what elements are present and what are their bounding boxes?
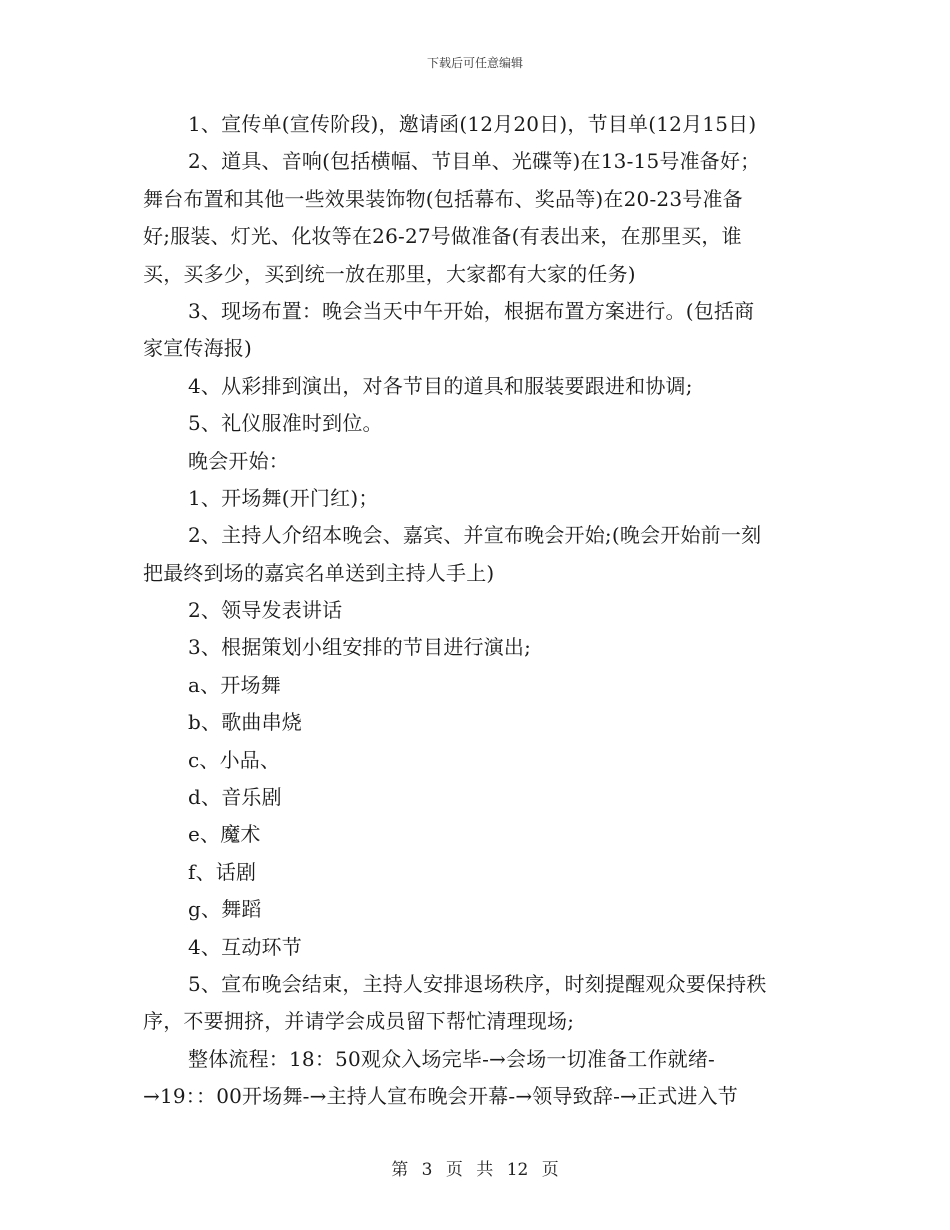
paragraph-line: e、魔术 [188, 822, 261, 847]
paragraph-line: a、开场舞 [188, 672, 281, 697]
paragraph-line: 2、道具、音响(包括横幅、节目单、光碟等)在13-15号准备好； [188, 149, 761, 174]
paragraph-line: c、小品、 [188, 747, 281, 772]
paragraph-line: 买，买多少，买到统一放在那里，大家都有大家的任务) [143, 261, 636, 286]
paragraph-line: 3、根据策划小组安排的节目进行演出; [188, 635, 532, 660]
paragraph-line: g、舞蹈 [188, 897, 262, 922]
paragraph-line: 序，不要拥挤，并请学会成员留下帮忙清理现场; [143, 1009, 575, 1034]
paragraph-line: 晚会开始： [188, 448, 289, 473]
paragraph-line: 把最终到场的嘉宾名单送到主持人手上) [143, 560, 495, 585]
paragraph-line: 好;服装、灯光、化妆等在26-27号做准备(有表出来，在那里买，谁 [143, 224, 742, 249]
page-header: 下载后可任意编辑 [426, 56, 523, 70]
paragraph-line: 4、从彩排到演出，对各节目的道具和服装要跟进和协调; [188, 373, 693, 398]
paragraph-line: 整体流程：18：50观众入场完毕-→会场一切准备工作就绪- [188, 1046, 715, 1071]
paragraph-line: b、歌曲串烧 [188, 710, 303, 735]
paragraph-line: 1、开场舞(开门红)； [188, 485, 379, 510]
paragraph-line: f、话剧 [188, 859, 257, 884]
paragraph-line: d、音乐剧 [188, 785, 282, 810]
paragraph-line: 4、互动环节 [188, 934, 302, 959]
page-footer: 第 3 页 共 12 页 [391, 1160, 559, 1180]
paragraph-line: 家宣传海报) [143, 336, 253, 361]
paragraph-line: 5、宣布晚会结束，主持人安排退场秩序，时刻提醒观众要保持秩 [188, 971, 767, 996]
paragraph-line: 舞台布置和其他一些效果装饰物(包括幕布、奖品等)在20-23号准备 [143, 186, 743, 211]
paragraph-line: 1、宣传单(宣传阶段)，邀请函(12月20日)，节目单(12月15日) [188, 112, 757, 136]
paragraph-line: 3、现场布置：晚会当天中午开始，根据布置方案进行。(包括商 [188, 298, 755, 323]
paragraph-line: 2、主持人介绍本晚会、嘉宾、并宣布晚会开始;(晚会开始前一刻 [188, 523, 762, 548]
paragraph-line: 2、领导发表讲话 [188, 598, 343, 623]
paragraph-line: 5、礼仪服准时到位。 [188, 411, 383, 436]
paragraph-line: →19：：00开场舞-→主持人宣布晚会开幕-→领导致辞-→正式进入节 [143, 1084, 739, 1109]
document-body [143, 106, 813, 1116]
